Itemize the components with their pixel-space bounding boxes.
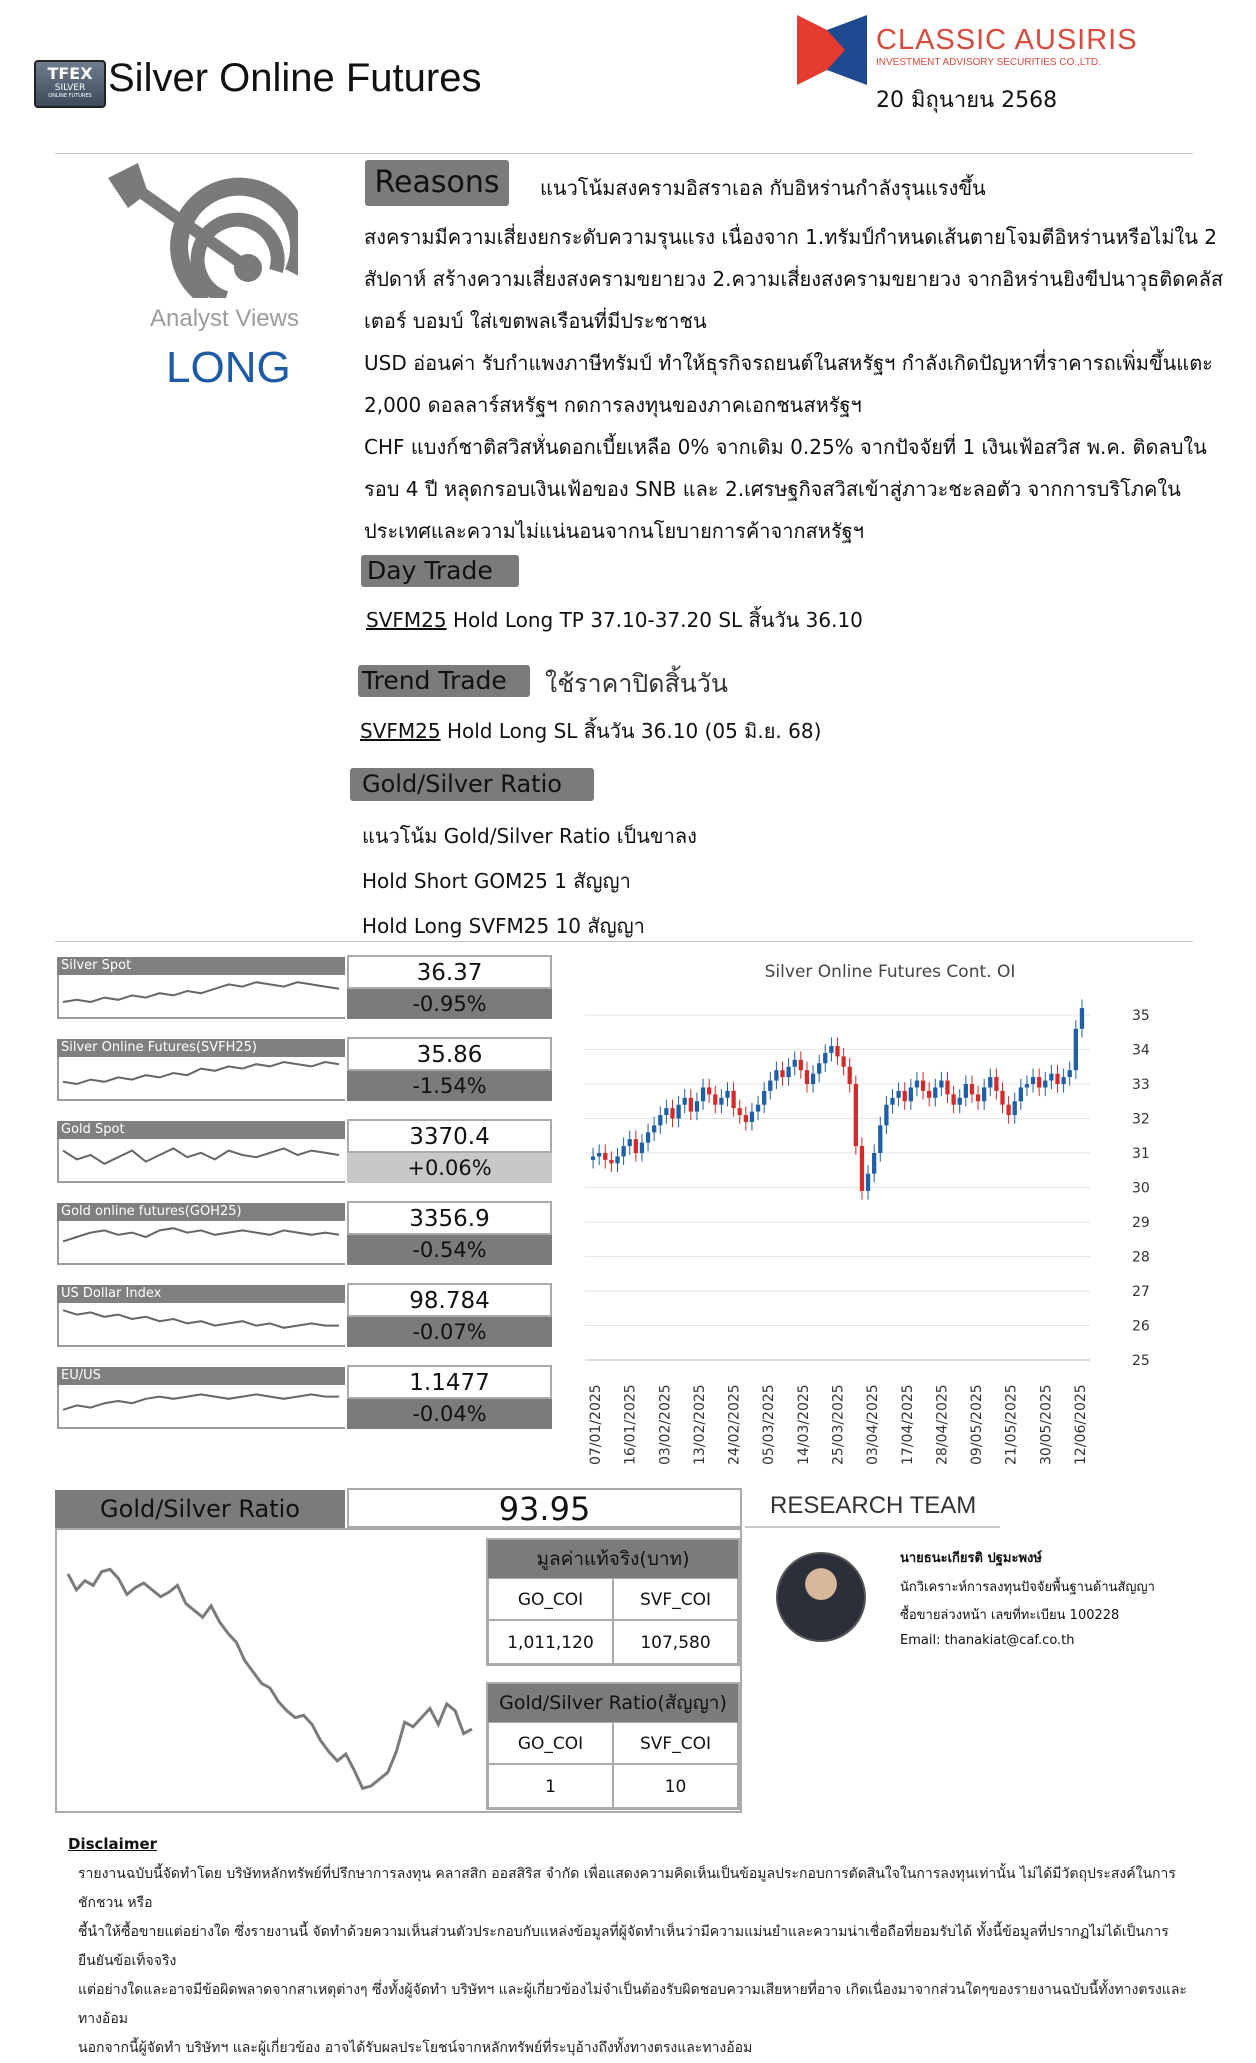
target-arrow-icon: [108, 163, 298, 298]
header-divider: [55, 153, 1193, 154]
candle-body: [994, 1077, 998, 1091]
candle-body: [774, 1070, 778, 1080]
x-tick-label: 30/05/2025: [1038, 1384, 1055, 1465]
candle-body: [982, 1087, 986, 1101]
candle-body: [731, 1091, 735, 1108]
day-trade-label: Day Trade: [361, 555, 519, 587]
market-price: 35.86: [347, 1037, 552, 1071]
market-change: -0.54%: [347, 1235, 552, 1265]
disclaimer-line: รายงานฉบับนี้จัดทำโดย บริษัทหลักทรัพย์ที่ปรึกษาการลงทุน คลาสสิก ออสสิริส จำกัด เพื่อแสดงความคิดเห็นเป็นข้อมูลประกอบการตัดสินใจในการลงทุนเท่านั้น ไม่ได้มีวัตถุประสงค์ในการชักชวน หรือ: [78, 1866, 1176, 1911]
table-header: GO_COI: [488, 1722, 613, 1764]
candle-body: [1006, 1105, 1010, 1115]
market-panel: [55, 1037, 552, 1103]
market-price: 3370.4: [347, 1119, 552, 1153]
y-tick-label: 33: [1132, 1077, 1150, 1093]
reason-line: สัปดาห์ สร้างความเสี่ยงสงครามขยายวง 2.ความเสี่ยงสงครามขยายวง จากอิหร่านยิงขีปนาวุธติดคลัส: [364, 267, 1224, 291]
disclaimer-line: นอกจากนี้ผู้จัดทำ บริษัทฯ และผู้เกี่ยวข้อง อาจได้รับผลประโยชน์จากหลักทรัพย์ที่ระบุอ้างถึงทั้งทางตรงและทางอ้อม: [78, 2040, 753, 2056]
research-divider: [745, 1526, 1000, 1528]
y-tick-label: 25: [1132, 1353, 1150, 1369]
candle-body: [762, 1091, 766, 1105]
section-divider: [55, 941, 1193, 942]
candle-body: [884, 1105, 888, 1126]
x-tick-label: 09/05/2025: [969, 1384, 986, 1465]
badge-bottom: ONLINE FUTURES: [48, 93, 92, 99]
candle-body: [750, 1112, 754, 1122]
candle-body: [1043, 1081, 1047, 1088]
market-name: EU/US: [57, 1367, 345, 1385]
reason-line: สงครามมีความเสี่ยงยกระดับความรุนแรง เนื่องจาก 1.ทรัมป์กำหนดเส้นตายโจมตีอิหร่านหรือไม่ใน 2: [364, 225, 1218, 249]
candle-body: [970, 1084, 974, 1094]
y-tick-label: 30: [1132, 1180, 1150, 1197]
sparkline-line: [63, 1148, 339, 1163]
market-sparkline: [57, 1139, 345, 1183]
contract-ratio-title: Gold/Silver Ratio(สัญญา): [488, 1684, 738, 1722]
candle-body: [591, 1156, 595, 1159]
market-price: 1.1477: [347, 1365, 552, 1399]
sparkline-line: [63, 1394, 339, 1409]
disclaimer-title: Disclaimer: [68, 1835, 158, 1853]
day-trade-symbol: SVFM25: [366, 608, 447, 632]
reasons-label: Reasons: [365, 160, 509, 206]
market-panel: [55, 1365, 552, 1431]
market-price: 3356.9: [347, 1201, 552, 1235]
disclaimer-line: แต่อย่างใดและอาจมีข้อผิดพลาดจากสาเหตุต่างๆ ซึ่งทั้งผู้จัดทำ บริษัทฯ และผู้เกี่ยวข้องไม่จำเป็นต้องรับผิดชอบความเสียหายที่อาจ เกิดเนื่องมาจากส่วนใดๆของรายงานฉบับนี้ทั้งทางตรงและทางอ้อม: [78, 1982, 1187, 2027]
market-name: US Dollar Index: [57, 1285, 345, 1303]
y-tick-label: 32: [1132, 1111, 1150, 1128]
market-change: -0.95%: [347, 989, 552, 1019]
candle-body: [909, 1087, 913, 1101]
candle-body: [964, 1084, 968, 1098]
candle-body: [719, 1098, 723, 1105]
candle-body: [811, 1074, 815, 1084]
candle-body: [744, 1115, 748, 1122]
market-sparkline: [57, 1057, 345, 1101]
candle-body: [621, 1146, 625, 1156]
candle-body: [939, 1081, 943, 1088]
trend-trade-label: Trend Trade: [358, 665, 530, 697]
market-price: 36.37: [347, 955, 552, 989]
x-tick-label: 24/02/2025: [726, 1384, 743, 1465]
candle-body: [945, 1081, 949, 1095]
research-name: นายธนะเกียรติ ปฐมะพงษ์: [900, 1551, 1042, 1566]
x-tick-label: 05/03/2025: [761, 1384, 778, 1465]
market-change: +0.06%: [347, 1153, 552, 1183]
y-tick-label: 35: [1132, 1008, 1150, 1024]
market-change: -0.07%: [347, 1317, 552, 1347]
candle-body: [793, 1060, 797, 1067]
y-tick-label: 26: [1132, 1318, 1150, 1335]
market-name: Gold Spot: [57, 1121, 345, 1139]
contract-ratio-table: [486, 1682, 740, 1810]
ratio-line-chart: [60, 1532, 485, 1810]
candle-body: [1000, 1091, 1004, 1105]
ratio-line: แนวโน้ม Gold/Silver Ratio เป็นขาลง: [362, 824, 697, 848]
candle-body: [1061, 1077, 1065, 1084]
table-header: SVF_COI: [613, 1578, 738, 1620]
candle-body: [958, 1098, 962, 1105]
badge-top: TFEX: [47, 64, 93, 83]
candle-body: [890, 1098, 894, 1105]
x-tick-label: 17/04/2025: [899, 1384, 916, 1465]
sparkline-line: [63, 1228, 339, 1241]
candle-body: [597, 1153, 601, 1156]
candle-body: [896, 1091, 900, 1098]
research-title: RESEARCH TEAM: [770, 1492, 977, 1519]
ratio-section-label: Gold/Silver Ratio: [350, 768, 594, 801]
candle-body: [628, 1139, 632, 1146]
candle-body: [921, 1081, 925, 1091]
candle-body: [1068, 1070, 1072, 1077]
market-name: Silver Spot: [57, 957, 345, 975]
candle-body: [615, 1156, 619, 1163]
candle-body: [1080, 1008, 1084, 1029]
candle-body: [609, 1160, 613, 1163]
y-tick-label: 31: [1132, 1146, 1150, 1162]
candle-body: [725, 1091, 729, 1098]
candle-body: [1013, 1101, 1017, 1115]
table-header: SVF_COI: [613, 1722, 738, 1764]
candle-body: [823, 1053, 827, 1063]
market-name: Silver Online Futures(SVFH25): [57, 1039, 345, 1057]
day-trade-text: Hold Long TP 37.10-37.20 SL สิ้นวัน 36.10: [452, 608, 863, 632]
sparkline-svg: [59, 975, 343, 1017]
candle-body: [786, 1067, 790, 1077]
avatar: [776, 1552, 866, 1642]
x-tick-label: 12/06/2025: [1073, 1384, 1089, 1465]
candle-body: [829, 1046, 833, 1053]
sparkline-svg: [59, 1221, 343, 1263]
candle-body: [848, 1067, 852, 1084]
candle-body: [768, 1081, 772, 1091]
x-tick-label: 28/04/2025: [934, 1384, 951, 1465]
sparkline-line: [63, 1062, 339, 1084]
ratio-series-line: [68, 1569, 472, 1788]
reason-line: เตอร์ บอมบ์ ใส่เขตพลเรือนที่มีประชาชน: [364, 309, 707, 333]
candle-body: [1049, 1074, 1053, 1081]
candle-body: [695, 1101, 699, 1111]
candle-body: [903, 1091, 907, 1101]
ratio-line: Hold Long SVFM25 10 สัญญา: [362, 914, 645, 938]
candle-body: [976, 1094, 980, 1101]
true-value-table: [486, 1538, 740, 1666]
candle-body: [854, 1084, 858, 1146]
x-tick-label: 03/02/2025: [657, 1384, 674, 1465]
company-sub: INVESTMENT ADVISORY SECURITIES CO.,LTD.: [876, 57, 1101, 68]
analyst-caption: Analyst Views: [150, 305, 299, 332]
x-tick-label: 13/02/2025: [691, 1384, 708, 1465]
reason-line: 2,000 ดอลลาร์สหรัฐฯ กดการลงทุนของภาคเอกชนสหรัฐฯ: [364, 393, 862, 417]
table-header: GO_COI: [488, 1578, 613, 1620]
candle-body: [646, 1132, 650, 1142]
candle-body: [756, 1105, 760, 1112]
candle-body: [701, 1087, 705, 1101]
table-cell: 10: [613, 1764, 738, 1808]
candle-body: [658, 1115, 662, 1125]
market-change: -1.54%: [347, 1071, 552, 1101]
candle-body: [1019, 1087, 1023, 1101]
disclaimer-line: ชี้นำให้ซื้อขายแต่อย่างใด ซึ่งรายงานนี้ จัดทำด้วยความเห็นส่วนตัวประกอบกับแหล่งข้อมูลที่ผู้จัดทำเห็นว่ามีความแม่นยำและความน่าเชื่อถือที่ยอมรับได้ ทั้งนี้ข้อมูลที่ปรากฏไม่ได้เป็นการยืนยันข้อเท็จจริง: [78, 1924, 1169, 1969]
x-tick-label: 07/01/2025: [588, 1384, 604, 1465]
market-name: Gold online futures(GOH25): [57, 1203, 345, 1221]
market-change: -0.04%: [347, 1399, 552, 1429]
sparkline-svg: [59, 1385, 343, 1427]
ratio-box-label: Gold/Silver Ratio: [55, 1490, 345, 1528]
candle-body: [817, 1063, 821, 1073]
sparkline-line: [63, 982, 339, 1002]
candle-body: [841, 1056, 845, 1066]
disclaimer-body: [78, 1860, 1188, 2063]
candle-body: [915, 1081, 919, 1088]
market-sparkline: [57, 1385, 345, 1429]
reason-line: USD อ่อนค่า รับกำแพงภาษีทรัมป์ ทำให้ธุรกิจรถยนต์ในสหรัฐฯ กำลังเกิดปัญหาที่ราคารถเพิ่มขึ้นแตะ: [364, 351, 1213, 375]
x-tick-label: 16/01/2025: [622, 1384, 639, 1465]
candle-body: [835, 1046, 839, 1056]
candle-body: [670, 1108, 674, 1118]
trend-trade-line: [360, 715, 821, 747]
candle-body: [799, 1060, 803, 1070]
table-cell: 1,011,120: [488, 1620, 613, 1664]
reasons-body: [364, 216, 1244, 552]
x-tick-label: 25/03/2025: [830, 1384, 847, 1465]
candle-body: [603, 1153, 607, 1160]
reason-line: ประเทศและความไม่แน่นอนจากนโยบายการค้าจากสหรัฐฯ: [364, 519, 864, 543]
candle-body: [860, 1146, 864, 1191]
candle-body: [652, 1125, 656, 1132]
y-tick-label: 27: [1132, 1284, 1150, 1300]
candle-body: [1055, 1074, 1059, 1084]
market-price: 98.784: [347, 1283, 552, 1317]
ratio-line: Hold Short GOM25 1 สัญญา: [362, 869, 631, 893]
sparkline-line: [63, 1310, 339, 1328]
research-email[interactable]: Email: thanakiat@caf.co.th: [900, 1633, 1075, 1648]
candle-body: [1031, 1077, 1035, 1084]
sparkline-svg: [59, 1139, 343, 1181]
day-trade-line: [366, 604, 863, 636]
market-panel: [55, 1119, 552, 1185]
market-panel: [55, 1201, 552, 1267]
company-logo: [797, 15, 867, 85]
candle-body: [1025, 1084, 1029, 1087]
reason-line: CHF แบงก์ชาติสวิสหั่นดอกเบี้ยเหลือ 0% จากเดิม 0.25% จากปัจจัยที่ 1 เงินเฟ้อสวิส พ.ค. ติดลบใน: [364, 435, 1207, 459]
market-sparkline: [57, 1303, 345, 1347]
report-date: 20 มิถุนายน 2568: [876, 88, 1058, 113]
y-tick-label: 34: [1132, 1042, 1150, 1059]
research-license: ซื้อขายล่วงหน้า เลขที่ทะเบียน 100228: [900, 1608, 1120, 1623]
candle-body: [676, 1105, 680, 1119]
x-tick-label: 14/03/2025: [795, 1384, 812, 1465]
table-cell: 107,580: [613, 1620, 738, 1664]
candle-body: [866, 1174, 870, 1191]
sparkline-svg: [59, 1303, 343, 1345]
trend-trade-symbol: SVFM25: [360, 719, 441, 743]
x-tick-label: 21/05/2025: [1003, 1384, 1020, 1465]
candle-body: [988, 1077, 992, 1087]
candle-body: [933, 1087, 937, 1097]
candle-body: [1074, 1029, 1078, 1070]
oi-chart-title: Silver Online Futures Cont. OI: [764, 962, 1016, 982]
analyst-view: LONG: [166, 343, 291, 392]
candle-body: [927, 1091, 931, 1098]
market-sparkline: [57, 975, 345, 1019]
company-name: CLASSIC AUSIRIS: [876, 24, 1138, 56]
trend-trade-note: ใช้ราคาปิดสิ้นวัน: [545, 669, 728, 698]
research-role: นักวิเคราะห์การลงทุนปัจจัยพื้นฐานด้านสัญญา: [900, 1580, 1155, 1595]
table-cell: 1: [488, 1764, 613, 1808]
ratio-section-lines: [362, 814, 697, 949]
candle-body: [951, 1094, 955, 1104]
candle-body: [805, 1070, 809, 1084]
tfex-badge: [34, 60, 106, 108]
market-panel: [55, 955, 552, 1021]
true-value-title: มูลค่าแท้จริง(บาท): [488, 1540, 738, 1578]
candle-body: [780, 1070, 784, 1077]
page-title: Silver Online Futures: [108, 56, 482, 100]
y-tick-label: 29: [1132, 1215, 1150, 1231]
candle-body: [707, 1087, 711, 1094]
reasons-headline: แนวโน้มสงครามอิสราเอล กับอิหร่านกำลังรุนแรงขึ้น: [540, 176, 986, 200]
candle-body: [689, 1098, 693, 1112]
x-tick-label: 03/04/2025: [865, 1384, 882, 1465]
candle-body: [1037, 1077, 1041, 1087]
y-tick-label: 28: [1132, 1249, 1150, 1266]
candle-body: [872, 1153, 876, 1174]
oi-candle-chart: [560, 990, 1220, 1470]
candle-body: [878, 1125, 882, 1153]
market-panel: [55, 1283, 552, 1349]
candle-body: [634, 1139, 638, 1153]
market-sparkline: [57, 1221, 345, 1265]
candle-body: [683, 1098, 687, 1105]
candle-body: [713, 1094, 717, 1104]
reason-line: รอบ 4 ปี หลุดกรอบเงินเฟ้อของ SNB และ 2.เศรษฐกิจสวิสเข้าสู่ภาวะชะลอตัว จากการบริโภคใน: [364, 477, 1181, 501]
candle-body: [664, 1108, 668, 1115]
badge-mid: SILVER: [54, 83, 86, 93]
ratio-box-value: 93.95: [347, 1488, 742, 1528]
candle-body: [640, 1143, 644, 1153]
trend-trade-text: Hold Long SL สิ้นวัน 36.10 (05 มิ.ย. 68): [446, 719, 822, 743]
sparkline-svg: [59, 1057, 343, 1099]
candle-body: [738, 1108, 742, 1115]
